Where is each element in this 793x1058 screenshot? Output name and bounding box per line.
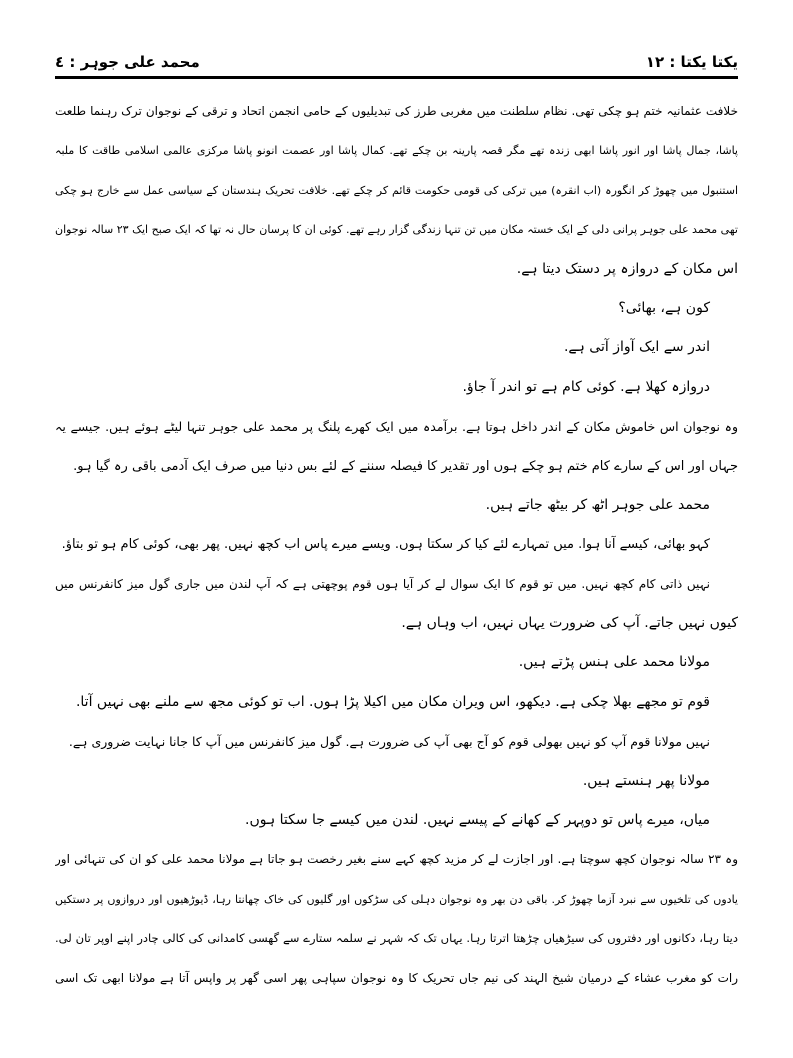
text-line: کون ہے، بھائی؟ bbox=[618, 299, 710, 316]
text-line: جہاں اور اس کے سارے کام ختم ہو چکے ہوں اور تقدیر کا فیصلہ سننے کے لئے بس دنیا میں صرف ایک آدمی باقی رہ گیا ہو. bbox=[73, 458, 738, 474]
text-line: وہ نوجوان اس خاموش مکان کے اندر داخل ہوتا ہے. برآمدہ میں ایک کھرے پلنگ پر محمد علی جوہر تنہا لیٹے ہوئے ہیں. جیسے یہ bbox=[55, 419, 738, 435]
text-line: خلافت عثمانیہ ختم ہو چکی تھی. نظام سلطنت میں مغربی طرز کی تبدیلیوں کے حامی انجمن اتحاد و ترقی کے نوجوان ترک رہنما طلعت bbox=[55, 104, 738, 118]
text-line: دروازہ کھلا ہے. کوئی کام ہے تو اندر آ جاؤ. bbox=[462, 378, 710, 395]
text-line: نہیں مولانا قوم آپ کو نہیں بھولی قوم کو آج بھی آپ کی ضرورت ہے. گول میز کانفرنس میں آپ کا جانا نہایت ضروری ہے. bbox=[68, 734, 710, 750]
header-page-label-right: یکتا یکتا : ۱۲ bbox=[645, 53, 738, 71]
text-line: کیوں نہیں جاتے. آپ کی ضرورت یہاں نہیں، اب وہاں ہے. bbox=[401, 615, 738, 632]
header-page-label-left: محمد علی جوہر : ٤ bbox=[55, 53, 200, 71]
text-line: دیتا رہا، دکانوں اور دفتروں کی سیڑھیاں چڑھتا اترتا رہا. یہاں تک کہ شہر نے سلمہ ستارے سے گھسی کامدانی کی کالی چادر اپنے اوپر تان لی. bbox=[55, 931, 738, 946]
text-line: اس مکان کے دروازہ پر دستک دیتا ہے. bbox=[516, 260, 738, 277]
text-line: مولانا پھر ہنستے ہیں. bbox=[582, 772, 710, 789]
document-body bbox=[55, 92, 738, 998]
text-line: تھی محمد علی جوہر پرانی دلی کے ایک خستہ مکان میں تن تنہا زندگی گزار رہے تھے. کوئی ان کا پرسان حال نہ تھا کہ ایک صبح ایک ۲۳ سالہ نوجوان bbox=[55, 223, 738, 237]
page-header bbox=[55, 50, 738, 74]
text-line: محمد علی جوہر اٹھ کر بیٹھ جاتے ہیں. bbox=[485, 496, 710, 513]
text-line: پاشا، جمال پاشا اور انور پاشا ابھی زندہ تھے مگر قصہ پارینہ بن چکے تھے. کمال پاشا اور عصمت انونو پاشا مرکزی عالمی اسلامی طاقت کا ملبہ bbox=[55, 144, 738, 158]
text-line: میاں، میرے پاس تو دوپہر کے کھانے کے پیسے نہیں. لندن میں کیسے جا سکتا ہوں. bbox=[245, 812, 710, 829]
header-rule bbox=[55, 76, 738, 79]
text-line: رات کو مغرب عشاء کے درمیان شیخ الہند کی نیم جاں تحریک کا وہ نوجوان سپاہی پھر اسی گھر پر واپس آتا ہے مولانا ابھی تک اسی bbox=[55, 970, 738, 985]
text-line: مولانا محمد علی ہنس پڑتے ہیں. bbox=[518, 654, 710, 671]
text-line: استنبول میں چھوڑ کر انگورہ (اب انقرہ) میں ترکی کی قومی حکومت قائم کر چکے تھے. خلافت تحریک ہندستان کے سیاسی عمل سے خارج ہو چکی bbox=[55, 183, 738, 197]
text-line: نہیں ذاتی کام کچھ نہیں. میں تو قوم کا ایک سوال لے کر آیا ہوں قوم پوچھتی ہے کہ آپ لندن میں جاری گول میز کانفرنس میں bbox=[55, 576, 710, 591]
text-line: وہ ۲۳ سالہ نوجوان کچھ سوچتا ہے. اور اجازت لے کر مزید کچھ کہے سنے بغیر رخصت ہو جاتا ہے مولانا محمد علی کو ان کی تنہائی اور bbox=[55, 852, 738, 867]
text-line: یادوں کی تلخیوں سے نبرد آزما چھوڑ کر. باقی دن بھر وہ نوجوان دہلی کی سڑکوں اور گلیوں کی خاک چھانتا رہا، ڈیوڑھیوں اور دروازوں پر دستکیں bbox=[55, 892, 738, 906]
text-line: کہو بھائی، کیسے آنا ہوا. میں تمہارے لئے کیا کر سکتا ہوں. ویسے میرے پاس اب کچھ نہیں. پھر بھی، کوئی کام ہو تو بتاؤ. bbox=[61, 537, 710, 553]
text-line: قوم تو مجھے بھلا چکی ہے. دیکھو، اس ویران مکان میں اکیلا پڑا ہوں. اب تو کوئی مجھ سے ملنے بھی نہیں آتا. bbox=[75, 693, 710, 710]
text-line: اندر سے ایک آواز آتی ہے. bbox=[563, 339, 710, 356]
